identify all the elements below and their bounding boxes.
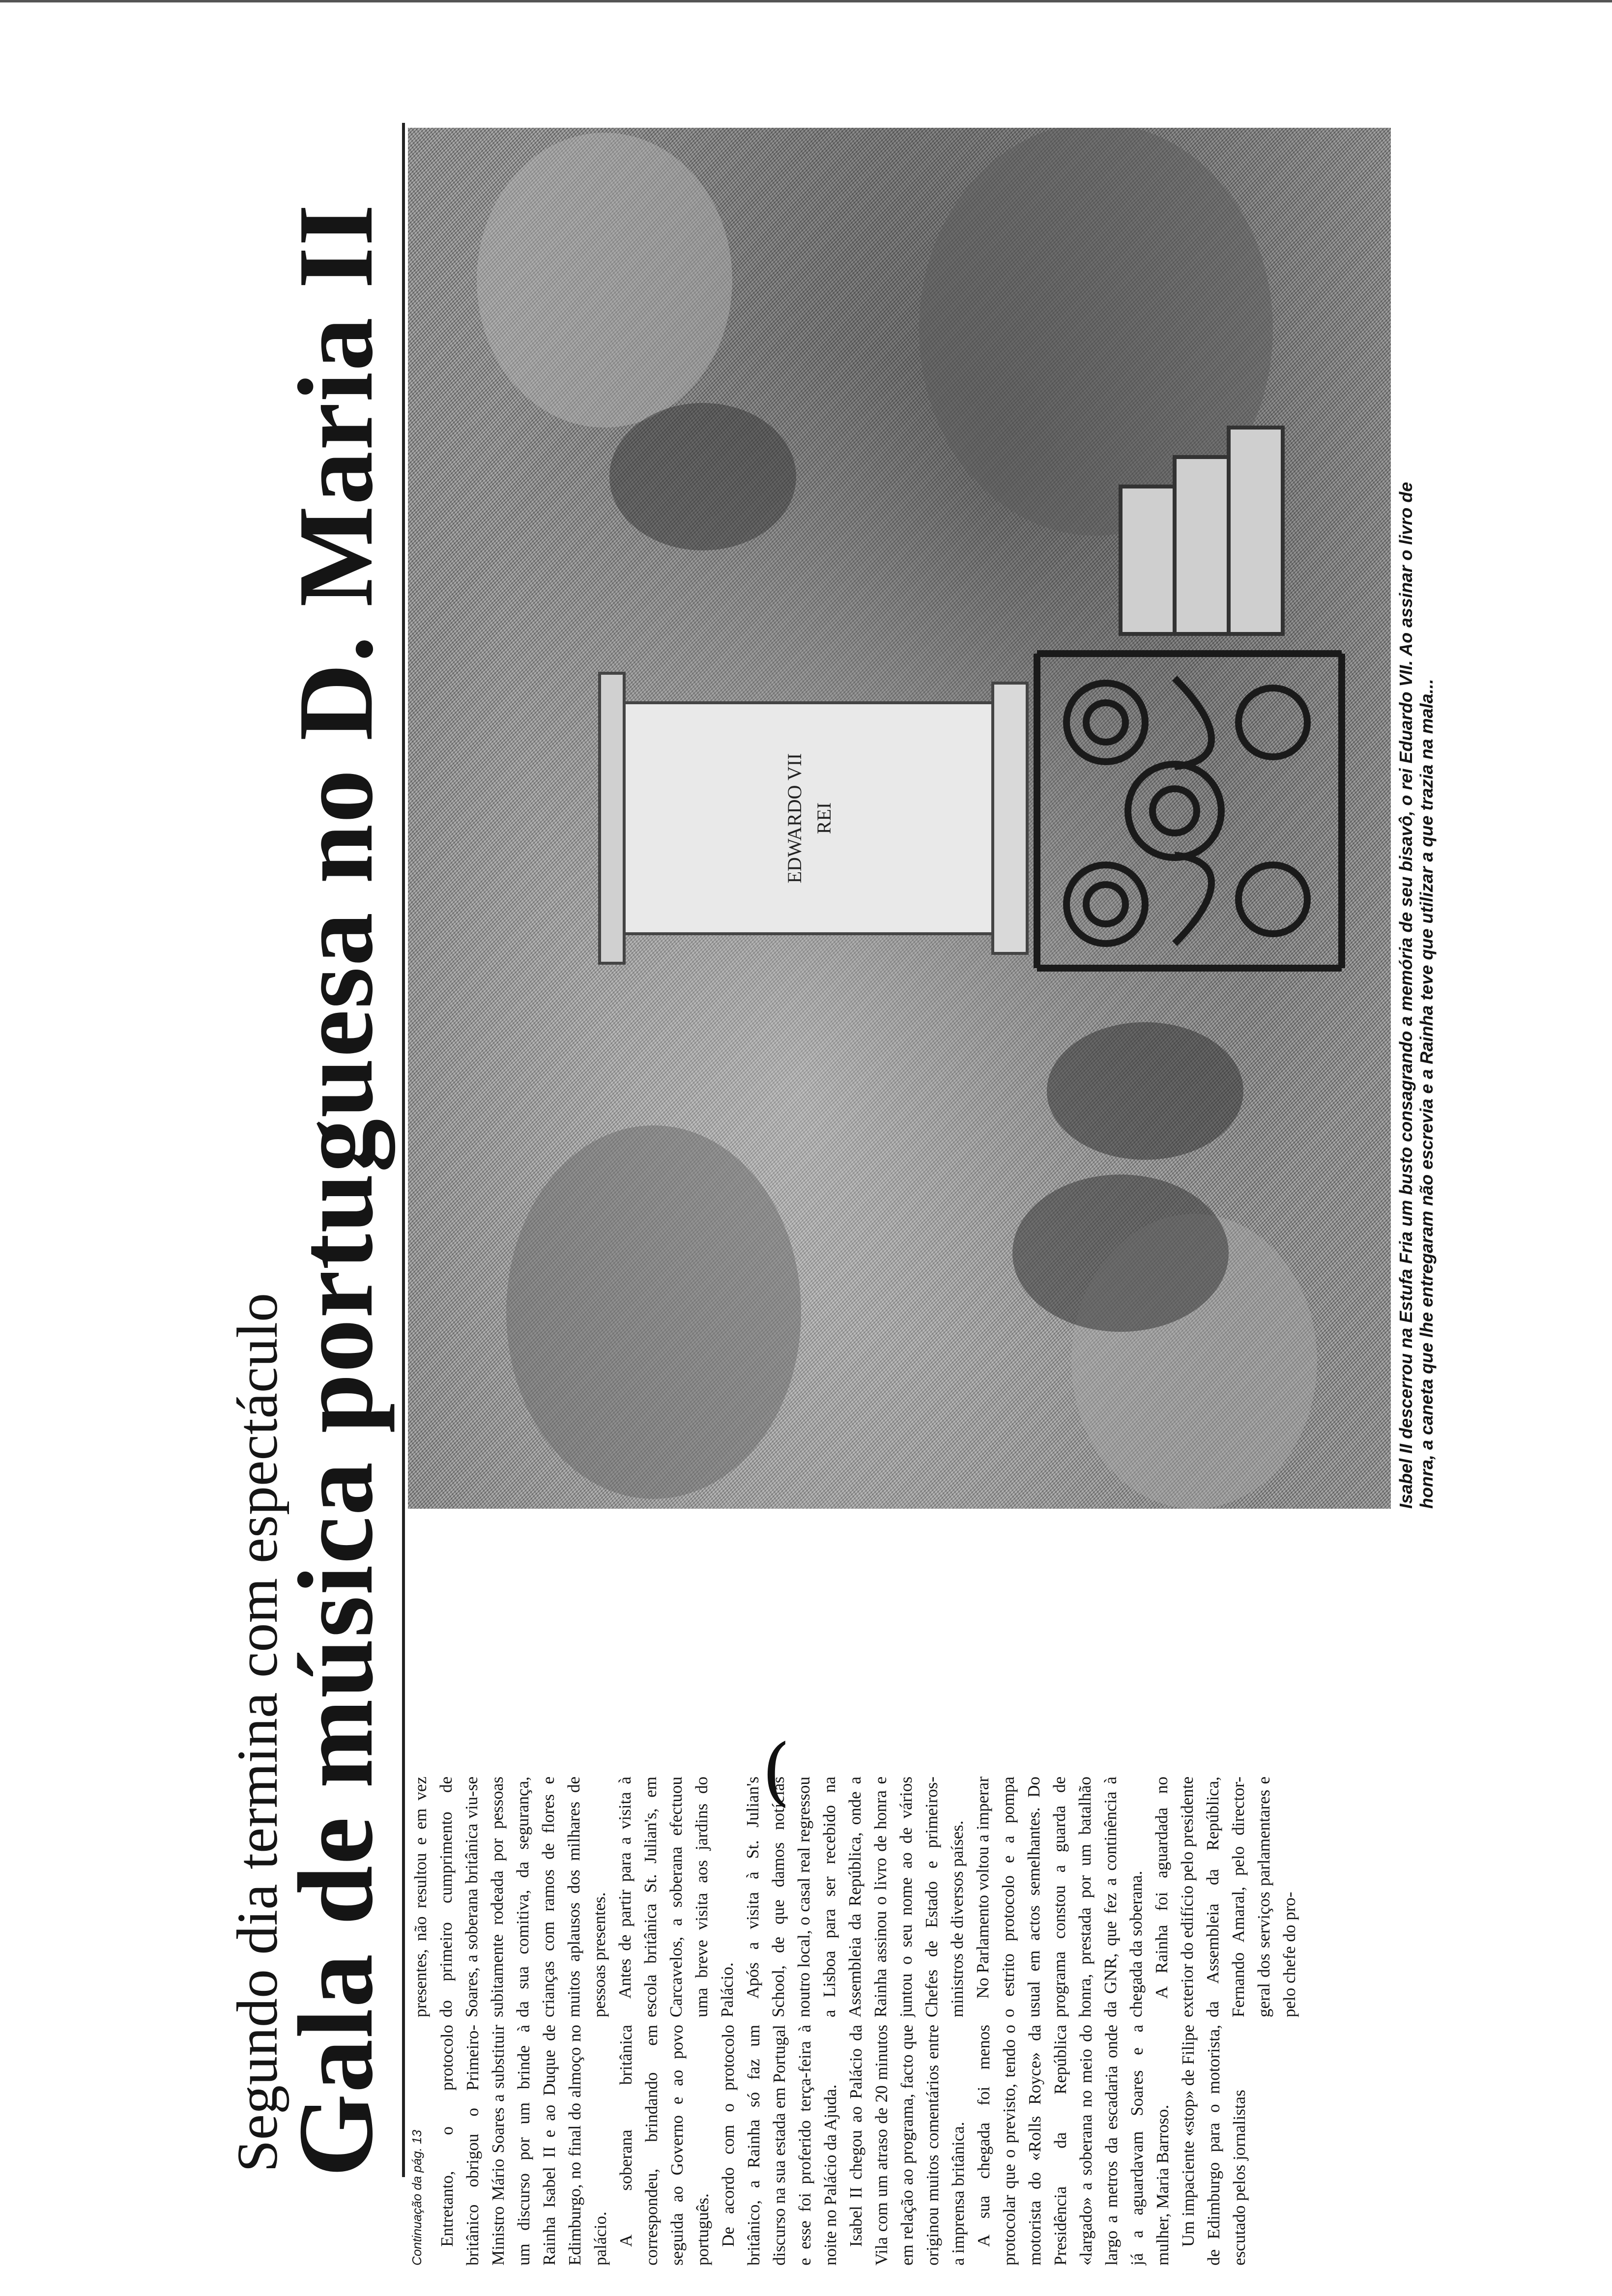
- caption-line: honra, a caneta que lhe entregaram não escrevia e a Rainha teve que utilizar a que trazia na mala...: [1416, 679, 1437, 1509]
- handwritten-mark: (: [762, 1729, 791, 1814]
- caption-line: Isabel II descerrou na Estufa Fria um busto consagrando a memória de seu bisavô, o rei Eduardo VII. Ao assinar o livro de: [1396, 482, 1416, 1509]
- paragraph: Antes de partir para a visita à escola britânica St. Julian's, em Carcavelos, a soberana efectuou uma breve visita aos jardins do Palácio.: [615, 1777, 737, 2017]
- paragraph: Após a visita à St. Julian's School, de que damos notícias noutro local, o casal real regressou a Lisboa para ser recebido na Assembleia da República, onde a Rainha assinou o livro de honra e juntou o seu nome ao de vários Chefes de Estado e primeiros-ministros de diversos países.: [743, 1777, 967, 2017]
- paragraph: A sua chegada foi menos protocolar que o previsto, tendo o motorista do «Rolls Royce» da Presidência da República «largado» a soberana no meio do largo a metros da escadaria onde já a aguardavam Soares e a mulher, Maria Barroso.: [974, 2025, 1172, 2266]
- headline-rule: [402, 123, 405, 2177]
- article-kicker: Segundo dia termina com espectáculo: [225, 1292, 289, 2172]
- top-scan-border: [0, 0, 1612, 2]
- article-headline: Gala de música portuguesa no D. Maria II: [277, 203, 395, 2177]
- figure-silhouette: [1012, 1175, 1229, 1332]
- paragraph: Entretanto, o protocolo britânico obrigou o Primeiro-Ministro Mário Soares a substituir um discurso por um brinde à Rainha Isabel II e ao Duque de Edimburgo, no final do almoço no palácio.: [437, 2025, 610, 2266]
- iron-railing: [1037, 654, 1342, 968]
- article-column-2: [408, 1777, 1396, 2017]
- article-column-1: [408, 2025, 1396, 2266]
- newspaper-clipping: [209, 103, 1437, 2275]
- paragraph: Um impaciente «stop» de Filipe de Edimburgo para o motorista, escutado pelos jornalistas: [1179, 2025, 1249, 2266]
- paragraph: A Rainha foi aguardada no exterior do edifício pelo presidente da Assembleia da República, Fernando Amaral, pelo director-geral dos serviços parlamentares e pelo chefe do pro-: [1152, 1777, 1299, 2017]
- photo-caption: [1396, 128, 1437, 1509]
- photo-illustration: [408, 128, 1391, 1509]
- figure-silhouette: [1047, 1022, 1243, 1160]
- paragraph: No Parlamento voltou a imperar o estrito protocolo e a pompa usual em actos semelhantes. Do programa constou a guarda de honra, prestada por um batalhão da GNR, que fez a continência à chegada da soberana.: [973, 1777, 1146, 2017]
- paragraph: De acordo com o protocolo britânico, a Rainha só faz um discurso na sua estada em Portugal e esse foi proferido terça-feira à noite no Palácio da Ajuda.: [719, 2025, 840, 2266]
- paragraph: presentes, não resultou e em vez do primeiro cumprimento de Soares, a soberana britânica viu-se subitamente rodeada por pessoas da sua comitiva, da segurança, crianças com ramos de flores e muitos aplausos dos milhares de pessoas presentes.: [411, 1777, 609, 2017]
- continuation-label: Continuação da pág. 13: [409, 2129, 424, 2266]
- figure-silhouette: [609, 403, 796, 550]
- monument-pedestal: [619, 703, 993, 934]
- paragraph: A soberana britânica correspondeu, brindando em seguida ao Governo e ao povo português.: [616, 2025, 712, 2266]
- photo-inscription: EDWARDO VII: [783, 753, 806, 884]
- article-photo: [408, 128, 1391, 1509]
- paragraph: Isabel II chegou ao Palácio da Vila com um atraso de 20 minutos em relação ao programa, facto que originou muitos comentários entre a imprensa britânica.: [846, 2025, 968, 2266]
- photo-inscription: REI: [813, 802, 835, 834]
